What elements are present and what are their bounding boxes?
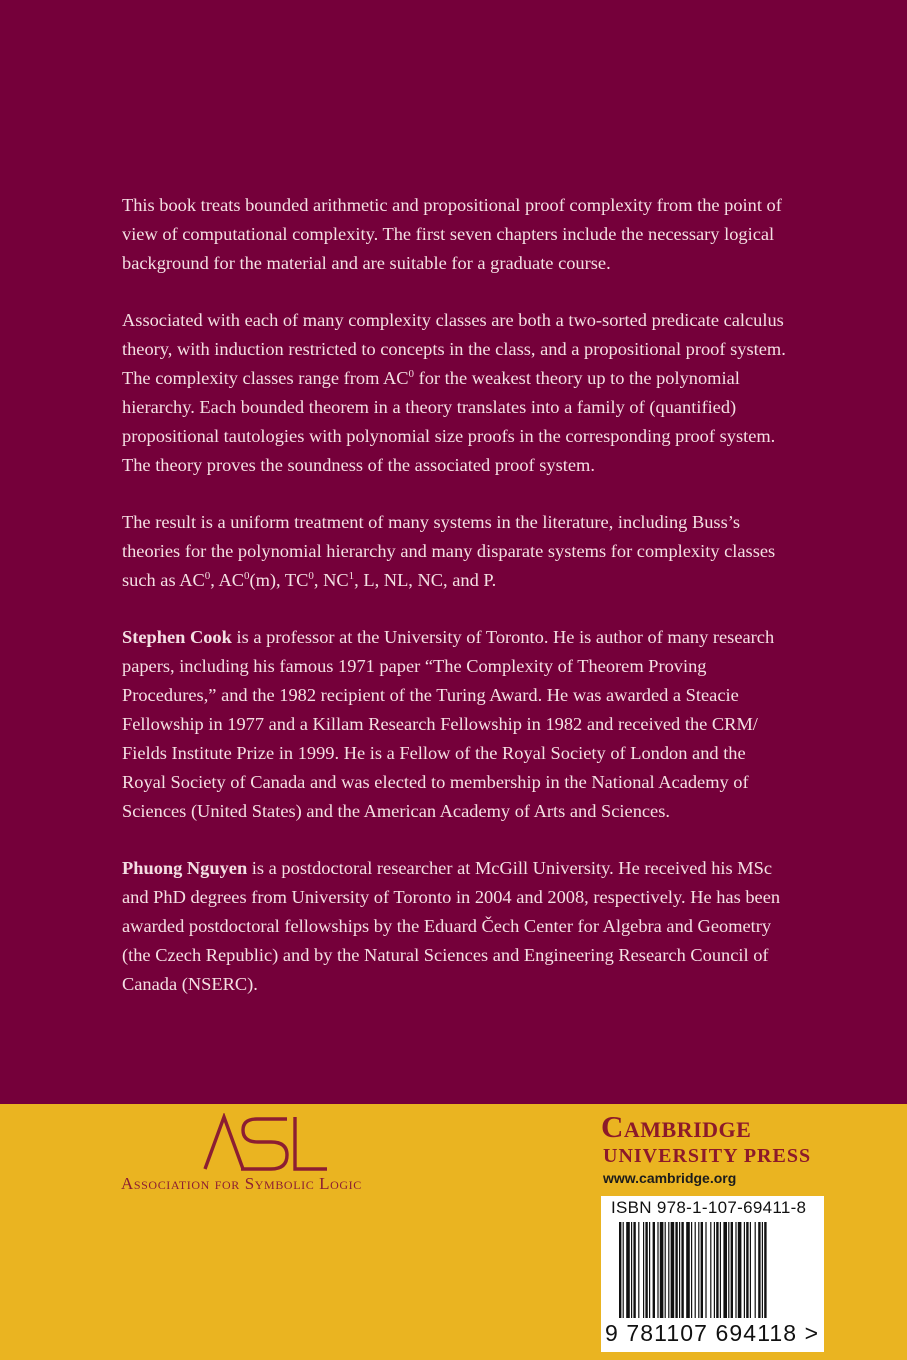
asl-logo-icon: [203, 1113, 329, 1171]
publisher-subtitle: UNIVERSITY PRESS: [603, 1145, 812, 1167]
author-name: Stephen Cook: [122, 627, 232, 647]
asl-name: Association for Symbolic Logic: [121, 1174, 362, 1193]
barcode-digits: 9 781107 694118 >: [605, 1320, 820, 1346]
description-paragraph-3: The result is a uniform treatment of many systems in the literature, including Buss’s theories for the polynomial hierarchy and many disparate systems for complexity classes such as $AC^0$, $AC^0(m)$, $TC^0$, $NC^1$, L, NL, NC, and P.: [122, 512, 776, 590]
publisher-name: Cambridge: [601, 1109, 752, 1144]
publisher-url: www.cambridge.org: [603, 1170, 737, 1186]
barcode: [601, 1196, 824, 1352]
description-paragraph-2: Associated with each of many complexity classes are both a two-sorted predicate calculus theory, with induction restricted to concepts in the class, and a propositional proof system. The complexity classes range from $AC^0$ for the weakest theory up to the polynomial hierarchy. Each bounded theorem in a theory translates into a family of (quantified) propositional tautologies with polynomial size proofs in the corresponding proof system. The theory proves the soundness of the associated proof system.: [122, 310, 786, 475]
author-name: Phuong Nguyen: [122, 858, 248, 878]
back-cover-text: [122, 191, 794, 1027]
author-bio-cook: Stephen Cook is a professor at the University of Toronto. He is author of many research papers, including his famous 1971 paper “The Complexity of Theorem Proving Procedures,” and the 1982 recipient of the Turing Award. He was awarded a Steacie Fellowship in 1977 and a Killam Research Fellowship in 1982 and received the CRM/ Fields Institute Prize in 1999. He is a Fellow of the Royal Society of London and the Royal Society of Canada and was elected to membership in the National Academy of Sciences (United States) and the American Academy of Arts and Sciences.: [122, 627, 775, 821]
barcode-bars-icon: [605, 1222, 820, 1322]
isbn-label: ISBN 978-1-107-69411-8: [611, 1198, 807, 1217]
publisher-band: [0, 1104, 907, 1360]
author-bio-nguyen: Phuong Nguyen is a postdoctoral researcher at McGill University. He received his MSc and PhD degrees from University of Toronto in 2004 and 2008, respectively. He has been awarded postdoctoral fellowships by the Eduard Čech Center for Algebra and Geometry (the Czech Republic) and by the Natural Sciences and Engineering Research Council of Canada (NSERC).: [122, 858, 781, 994]
description-paragraph-1: This book treats bounded arithmetic and propositional proof complexity from the point of view of computational complexity. The first seven chapters include the necessary logical background for the material and are suitable for a graduate course.: [122, 195, 782, 273]
